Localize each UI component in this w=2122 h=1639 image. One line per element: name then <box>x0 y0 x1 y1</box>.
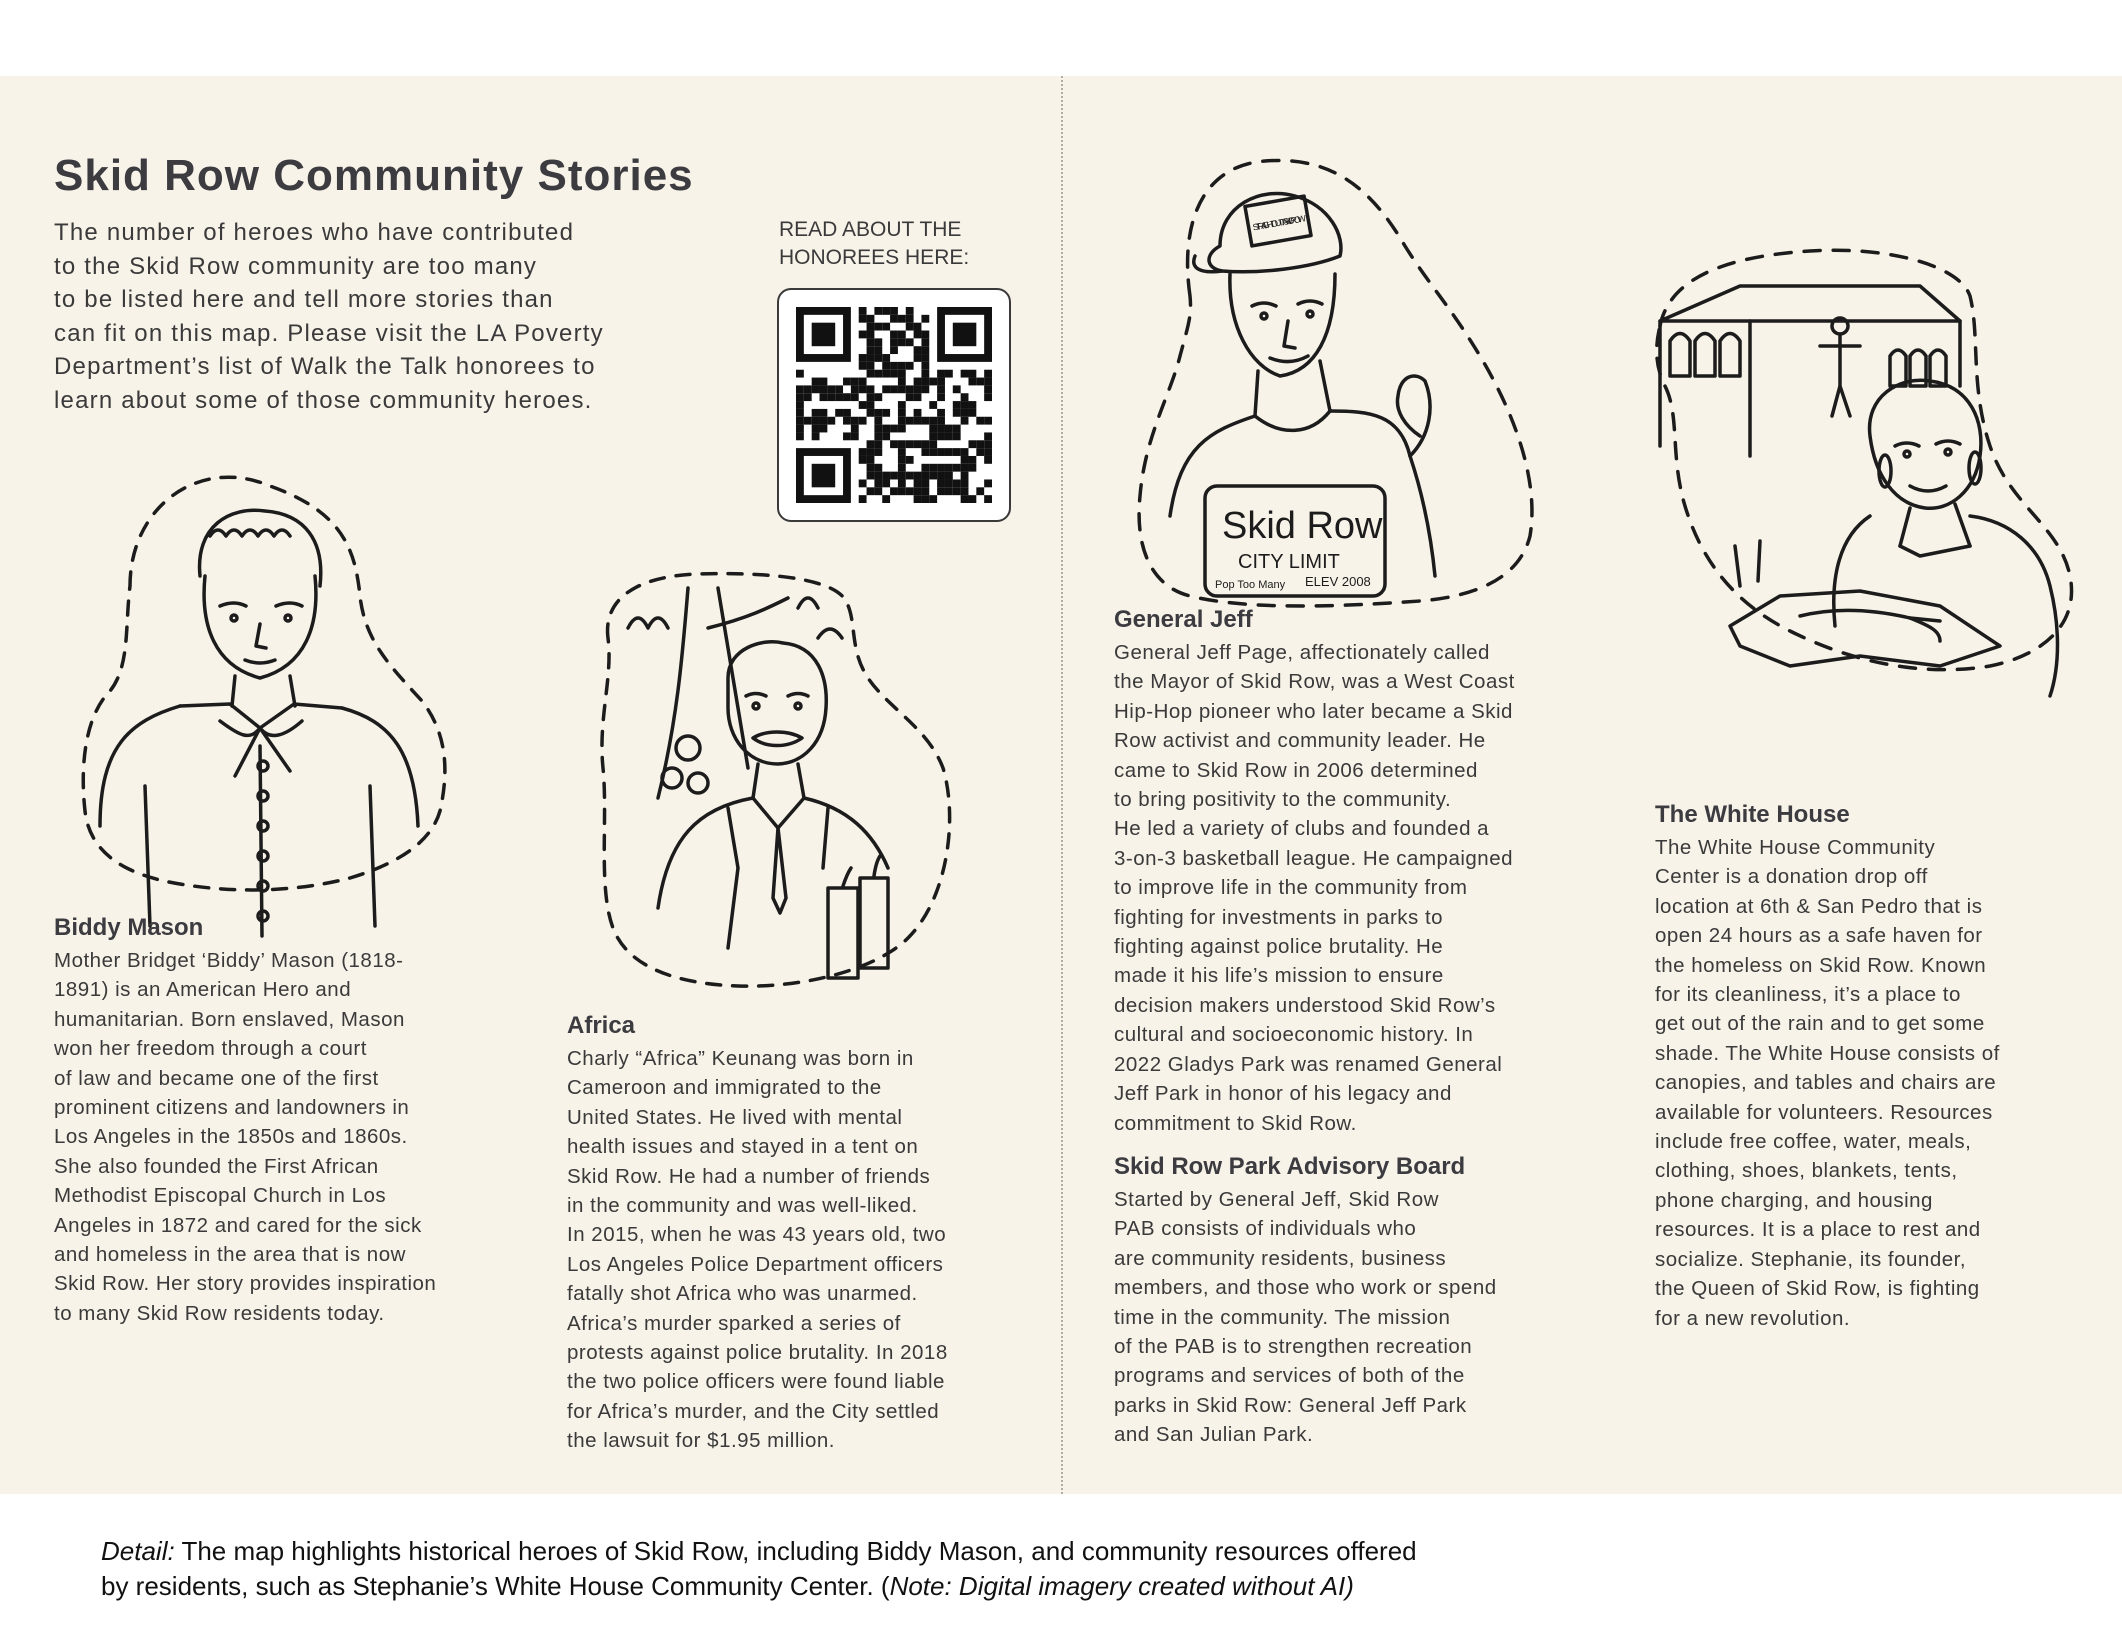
story-line: prominent citizens and landowners in <box>54 1096 410 1120</box>
story-line: of the PAB is to strengthen recreation <box>1114 1335 1473 1359</box>
story-line: clothing, shoes, blankets, tents, <box>1655 1159 1958 1183</box>
story-line: health issues and stayed in a tent on <box>567 1135 919 1159</box>
story-line: in the community and was well-liked. <box>567 1194 918 1218</box>
intro-paragraph <box>54 216 754 417</box>
story-line: Africa’s murder sparked a series of <box>567 1311 901 1335</box>
story-line: resources. It is a place to rest and <box>1655 1218 1981 1242</box>
story-heading-biddy-mason: Biddy Mason <box>54 914 204 941</box>
story-line: get out of the rain and to get some <box>1655 1012 1985 1036</box>
story-text-biddy-mason <box>54 946 436 1328</box>
story-heading-white-house: The White House <box>1655 801 1850 828</box>
story-line: Mother Bridget ‘Biddy’ Mason (1818- <box>54 949 404 972</box>
page-fold-divider <box>1061 76 1063 1494</box>
story-line: members, and those who work or spend <box>1114 1276 1497 1300</box>
story-line: for its cleanliness, it’s a place to <box>1655 983 1961 1007</box>
story-line: phone charging, and housing <box>1655 1188 1933 1212</box>
general-jeff-portrait <box>1130 156 1550 676</box>
cutout-dashed-outline <box>1657 250 2072 669</box>
cutout-dashed-outline <box>83 477 445 890</box>
story-line: He led a variety of clubs and founded a <box>1114 817 1490 841</box>
story-text-white-house <box>1655 833 2000 1333</box>
story-line: cultural and socioeconomic history. In <box>1114 1023 1474 1047</box>
story-line: came to Skid Row in 2006 determined <box>1114 758 1478 782</box>
story-line: Los Angeles Police Department officers <box>567 1252 944 1276</box>
story-line: 2022 Gladys Park was renamed General <box>1114 1052 1503 1076</box>
qr-code[interactable] <box>777 288 1011 522</box>
story-line: open 24 hours as a safe haven for <box>1655 924 1983 948</box>
qr-label-line: HONOREES HERE: <box>779 246 970 269</box>
story-line: are community residents, business <box>1114 1246 1447 1270</box>
story-line: the Mayor of Skid Row, was a West Coast <box>1114 670 1515 694</box>
story-line: the lawsuit for $1.95 million. <box>567 1429 835 1453</box>
story-text-general-jeff <box>1114 638 1515 1138</box>
cap <box>1209 193 1341 271</box>
intro-line: to the Skid Row community are too many <box>54 252 538 280</box>
story-line: time in the community. The mission <box>1114 1305 1451 1329</box>
story-line: fighting against police brutality. He <box>1114 935 1444 959</box>
story-line: made it his life’s mission to ensure <box>1114 964 1444 988</box>
story-line: the homeless on Skid Row. Known <box>1655 953 1987 977</box>
africa-portrait <box>588 568 958 1008</box>
intro-line: Department’s list of Walk the Talk honorees to <box>54 353 596 380</box>
story-line: The White House Community <box>1655 836 1936 859</box>
intro-line: can fit on this map. Please visit the LA Poverty <box>54 319 604 347</box>
story-line: shade. The White House consists of <box>1655 1041 2000 1065</box>
story-line: for Africa’s murder, and the City settled <box>567 1399 940 1423</box>
story-line: to many Skid Row residents today. <box>54 1301 385 1325</box>
cutout-dashed-outline <box>602 574 950 987</box>
story-line: Methodist Episcopal Church in Los <box>54 1184 387 1208</box>
story-line: Center is a donation drop off <box>1655 865 1928 889</box>
page-title: Skid Row Community Stories <box>54 151 694 200</box>
story-line: the Queen of Skid Row, is fighting <box>1655 1277 1980 1301</box>
story-line: won her freedom through a court <box>54 1037 367 1061</box>
story-line: Angeles in 1872 and cared for the sick <box>54 1213 422 1237</box>
intro-line: learn about some of those community heroes. <box>54 386 593 414</box>
map-panel <box>0 76 2122 1494</box>
story-line: General Jeff Page, affectionately called <box>1114 641 1490 664</box>
caption-text-1: The map highlights historical heroes of Skid Row, including Biddy Mason, and community resources offered <box>174 1536 1417 1566</box>
story-line: decision makers understood Skid Row’s <box>1114 993 1496 1017</box>
caption-line-1 <box>101 1534 1417 1569</box>
story-line: PAB consists of individuals who <box>1114 1217 1417 1241</box>
story-line: fatally shot Africa who was unarmed. <box>567 1282 918 1306</box>
story-line: Los Angeles in the 1850s and 1860s. <box>54 1125 408 1149</box>
story-line: parks in Skid Row: General Jeff Park <box>1114 1393 1467 1417</box>
stephanie-head <box>1870 380 1981 508</box>
story-line: Started by General Jeff, Skid Row <box>1114 1188 1439 1211</box>
story-text-pab <box>1114 1185 1497 1450</box>
story-line: United States. He lived with mental <box>567 1105 903 1129</box>
story-heading-pab: Skid Row Park Advisory Board <box>1114 1153 1466 1180</box>
sign-elev: ELEV 2008 <box>1305 574 1371 589</box>
story-line: humanitarian. Born enslaved, Mason <box>54 1007 405 1031</box>
story-line: and homeless in the area that is now <box>54 1243 406 1267</box>
intro-line: The number of heroes who have contributed <box>54 219 575 246</box>
story-line: Skid Row. Her story provides inspiration <box>54 1272 437 1296</box>
story-line: for a new revolution. <box>1655 1306 1851 1330</box>
story-text-africa <box>567 1044 948 1456</box>
qr-code-icon <box>796 307 992 503</box>
figure-caption <box>101 1534 1417 1604</box>
story-heading-general-jeff: General Jeff <box>1114 606 1253 633</box>
story-line: of law and became one of the first <box>54 1066 379 1090</box>
story-line: to bring positivity to the community. <box>1114 788 1452 812</box>
qr-label-line: READ ABOUT THE <box>779 218 962 241</box>
story-line: canopies, and tables and chairs are <box>1655 1071 1997 1095</box>
story-line: Jeff Park in honor of his legacy and <box>1114 1082 1452 1106</box>
story-line: Skid Row. He had a number of friends <box>567 1164 931 1188</box>
story-line: commitment to Skid Row. <box>1114 1111 1357 1135</box>
intro-line: to be listed here and tell more stories than <box>54 286 554 313</box>
story-line: protests against police brutality. In 2018 <box>567 1341 948 1365</box>
story-line: location at 6th & San Pedro that is <box>1655 894 1983 918</box>
white-house-portrait <box>1640 246 2080 766</box>
story-line: programs and services of both of the <box>1114 1364 1465 1388</box>
story-line: to improve life in the community from <box>1114 876 1468 900</box>
story-line: include free coffee, water, meals, <box>1655 1130 1972 1154</box>
story-line: 3-on-3 basketball league. He campaigned <box>1114 846 1514 870</box>
sign-city-limit: CITY LIMIT <box>1238 551 1340 573</box>
story-heading-africa: Africa <box>567 1012 636 1039</box>
sign-pop: Pop Too Many <box>1215 579 1286 591</box>
story-line: Cameroon and immigrated to the <box>567 1076 882 1100</box>
sign-skid-row: Skid Row <box>1222 505 1383 547</box>
caption-text-2: by residents, such as Stephanie’s White House Community Center. ( <box>101 1571 890 1601</box>
hat-text: STRAIGHT OUTTA SKID ROW <box>1251 213 1307 233</box>
story-line: fighting for investments in parks to <box>1114 905 1444 929</box>
story-line: the two police officers were found liable <box>567 1370 945 1394</box>
story-line: and San Julian Park. <box>1114 1423 1314 1447</box>
story-line: available for volunteers. Resources <box>1655 1100 1993 1124</box>
story-line: Hip-Hop pioneer who later became a Skid <box>1114 699 1513 723</box>
story-line: socialize. Stephanie, its founder, <box>1655 1247 1967 1271</box>
caption-detail-label: Detail: <box>101 1536 175 1566</box>
caption-note: Note: Digital imagery created without AI) <box>889 1571 1354 1601</box>
story-line: She also founded the First African <box>54 1154 379 1178</box>
story-line: 1891) is an American Hero and <box>54 978 352 1002</box>
story-line: Row activist and community leader. He <box>1114 729 1486 753</box>
story-line: In 2015, when he was 43 years old, two <box>567 1223 947 1247</box>
qr-label <box>779 216 969 272</box>
caption-line-2 <box>101 1569 1417 1604</box>
biddy-mason-portrait <box>70 466 450 986</box>
story-line: Charly “Africa” Keunang was born in <box>567 1047 914 1070</box>
canopy <box>1660 286 1960 321</box>
